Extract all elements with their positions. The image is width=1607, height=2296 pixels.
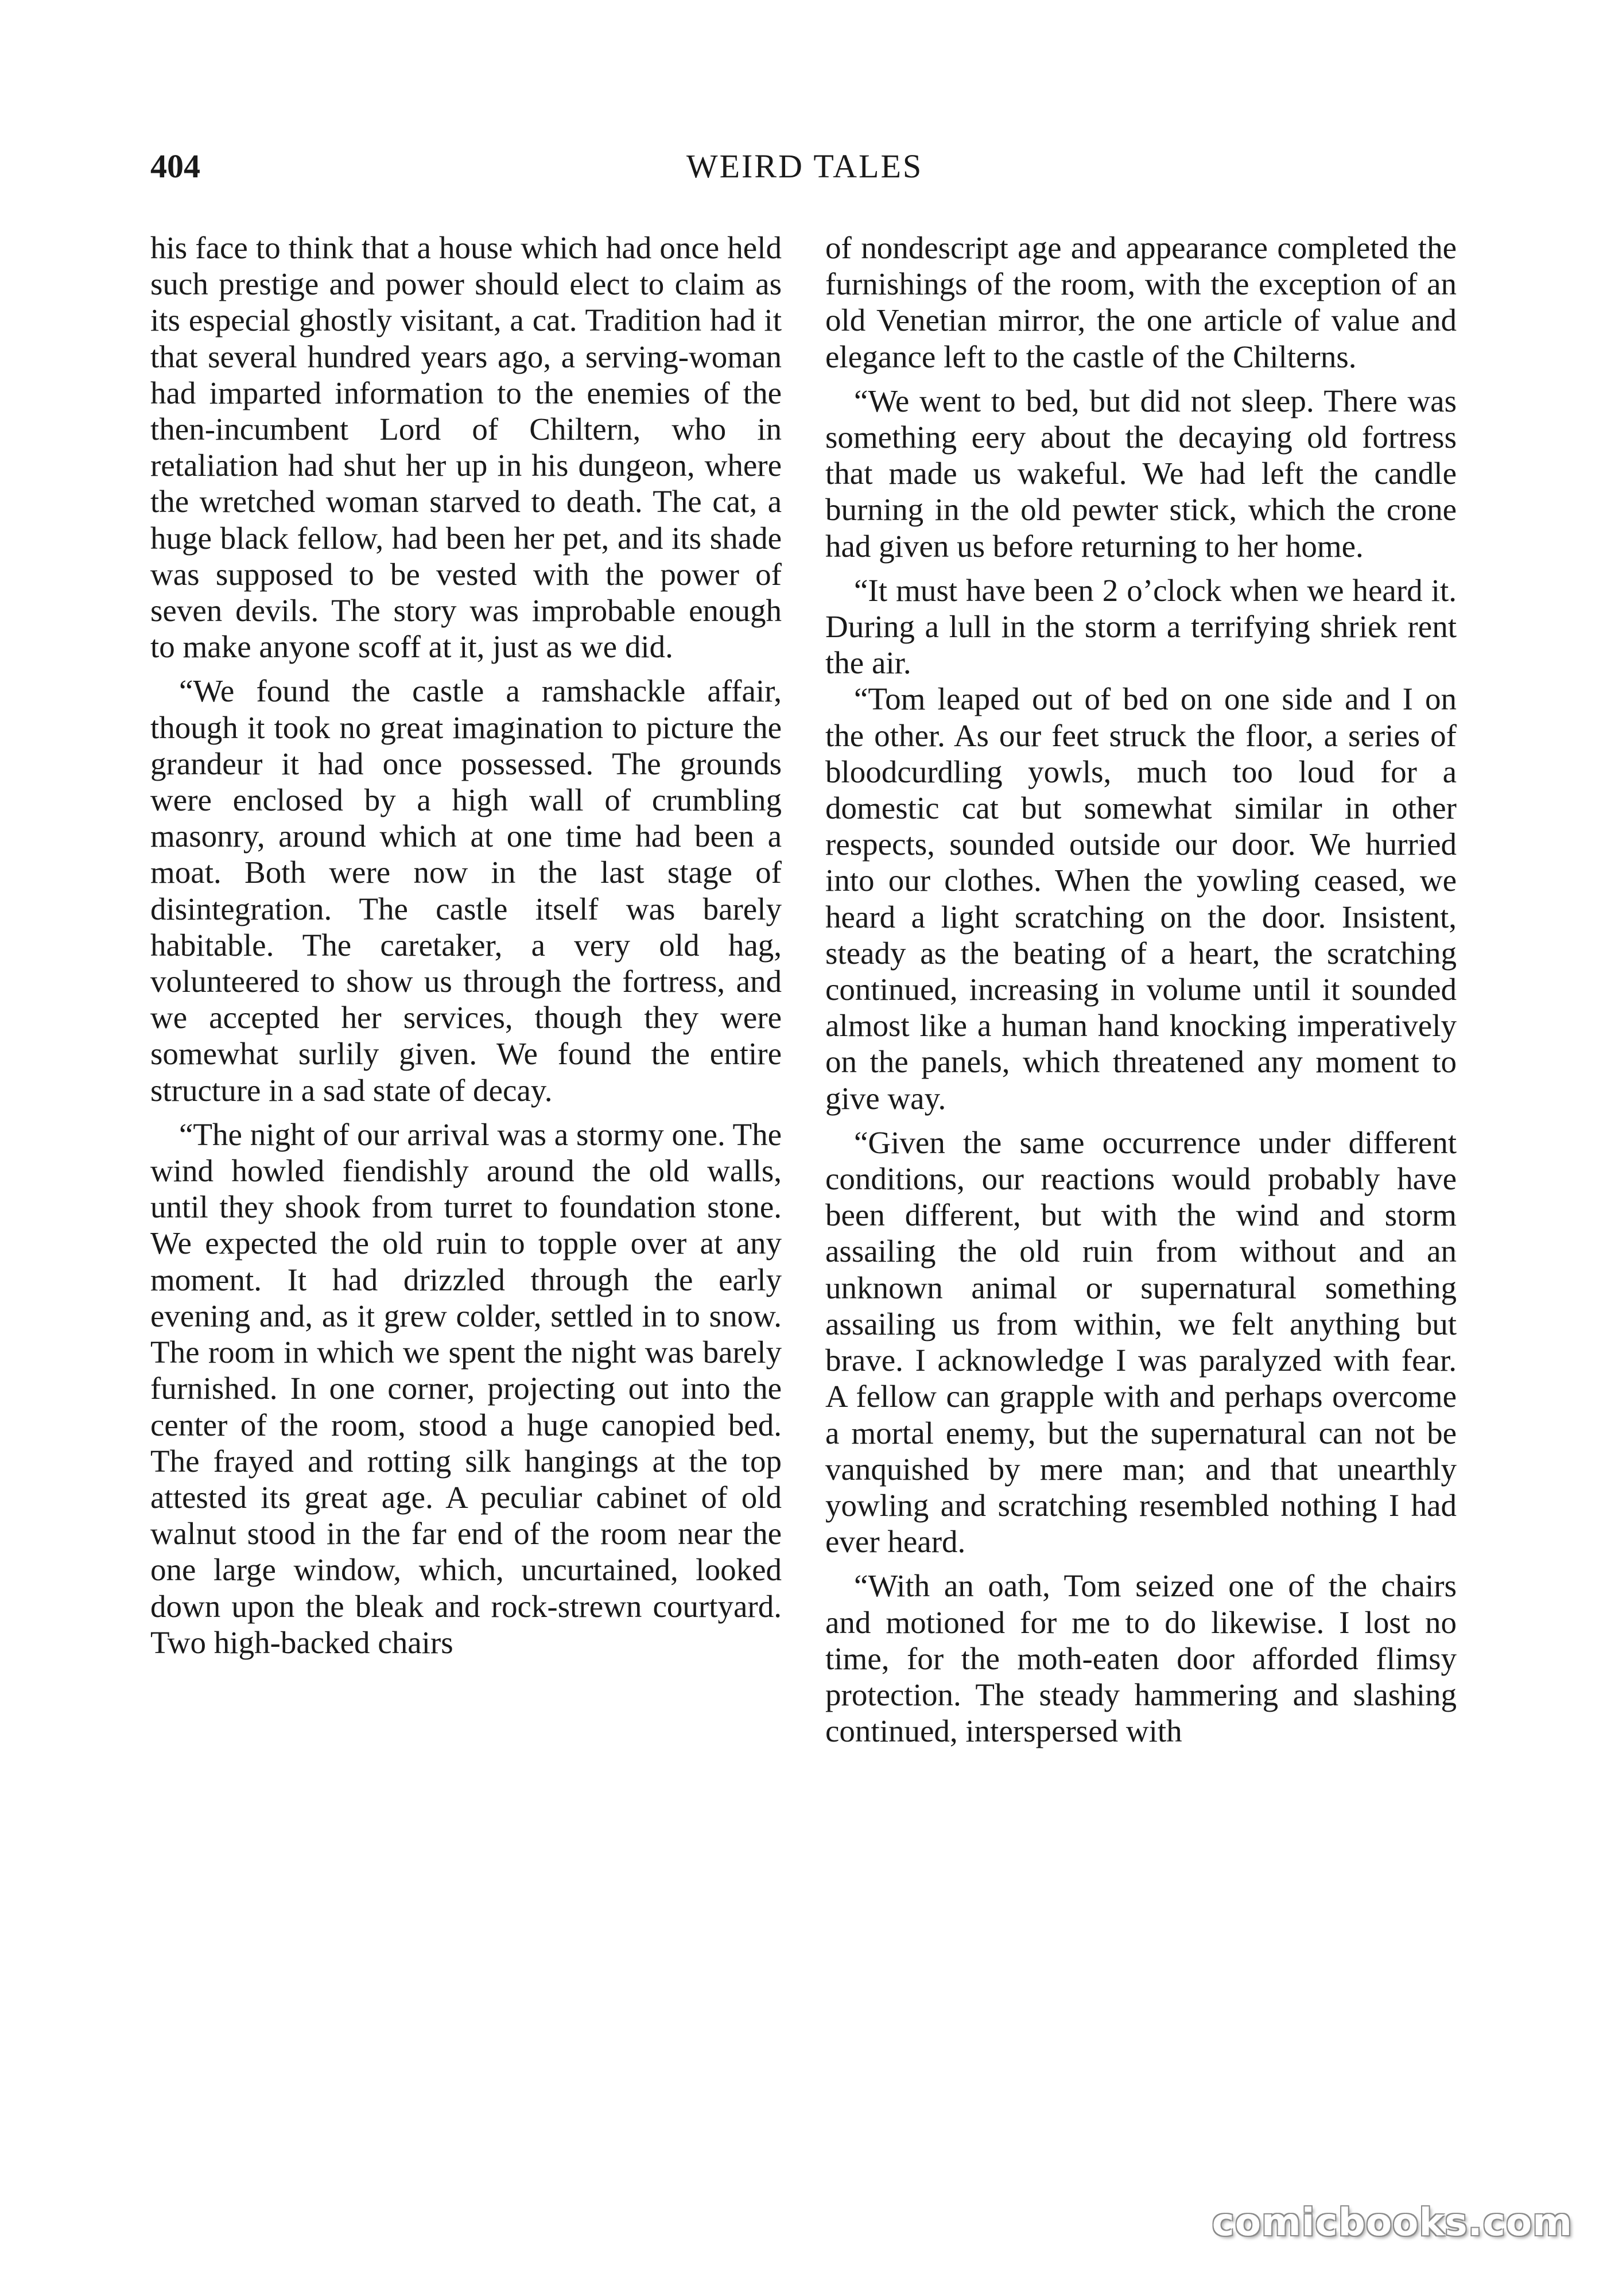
left-column	[150, 230, 782, 1669]
paragraph: “With an oath, Tom seized one of the chairs and motioned for me to do likewise. I lost no time, for the moth-eaten door afforded flimsy protection. The steady hammering and slashing continued, interspersed with	[825, 1568, 1457, 1749]
paragraph: his face to think that a house which had once held such prestige and power should elect to claim as its especial ghostly visitant, a cat. Tradition had it that several hundred years ago, a serving-woman had imparted information to the enemies of the then-incumbent Lord of Chiltern, who in retaliation had shut her up in his dungeon, where the wretched woman starved to death. The cat, a huge black fellow, had been her pet, and its shade was supposed to be vested with the power of seven devils. The story was improbable enough to make anyone scoff at it, just as we did.	[150, 230, 782, 665]
running-title: WEIRD TALES	[686, 148, 923, 185]
paragraph: “Tom leaped out of bed on one side and I on the other. As our feet struck the floor, a series of bloodcurdling yowls, much too loud for a domestic cat but somewhat similar in other respects, sounded outside our door. We hurried into our clothes. When the yowling ceased, we heard a light scratching on the door. Insistent, steady as the beating of a heart, the scratching continued, increasing in volume until it sounded almost like a human hand knocking imperatively on the panels, which threatened any moment to give way.	[825, 681, 1457, 1116]
watermark: comicbooks.com	[1212, 2200, 1573, 2244]
paragraph: “We went to bed, but did not sleep. There was something eery about the decaying old fortress that made us wakeful. We had left the candle burning in the old pewter stick, which the crone had given us before returning to her home.	[825, 383, 1457, 564]
paragraph: “We found the castle a ramshackle affair, though it took no great imagination to picture the grandeur it had once possessed. The grounds were enclosed by a high wall of crumbling masonry, around which at one time had been a moat. Both were now in the last stage of disintegration. The castle itself was barely habitable. The caretaker, a very old hag, volunteered to show us through the fortress, and we accepted her services, though they were somewhat surlily given. We found the entire structure in a sad state of decay.	[150, 673, 782, 1108]
page-header	[150, 144, 1459, 189]
paragraph: of nondescript age and appearance completed the furnishings of the room, with the exception of an old Venetian mirror, the one article of value and elegance left to the castle of the Chilterns.	[825, 230, 1457, 374]
paragraph: “It must have been 2 o’clock when we heard it. During a lull in the storm a terrifying shriek rent the air.	[825, 572, 1457, 681]
paragraph: “The night of our arrival was a stormy one. The wind howled fiendishly around the old walls, until they shook from turret to foundation stone. We expected the old ruin to topple over at any moment. It had drizzled through the early evening and, as it grew colder, settled in to snow. The room in which we spent the night was barely furnished. In one corner, projecting out into the center of the room, stood a huge canopied bed. The frayed and rotting silk hangings at the top attested its great age. A peculiar cabinet of old walnut stood in the far end of the room near the one large window, which, uncurtained, looked down upon the bleak and rock-strewn courtyard. Two high-backed chairs	[150, 1116, 782, 1660]
page-number: 404	[150, 148, 200, 185]
paragraph: “Given the same occurrence under different conditions, our reactions would probably have been different, but with the wind and storm assailing the old ruin from without and an unknown animal or supernatural something assailing us from within, we felt anything but brave. I acknowledge I was paralyzed with fear. A fellow can grapple with and perhaps overcome a mortal enemy, but the supernatural can not be vanquished by mere man; and that unearthly yowling and scratching resembled nothing I had ever heard.	[825, 1124, 1457, 1560]
right-column	[825, 230, 1457, 1757]
